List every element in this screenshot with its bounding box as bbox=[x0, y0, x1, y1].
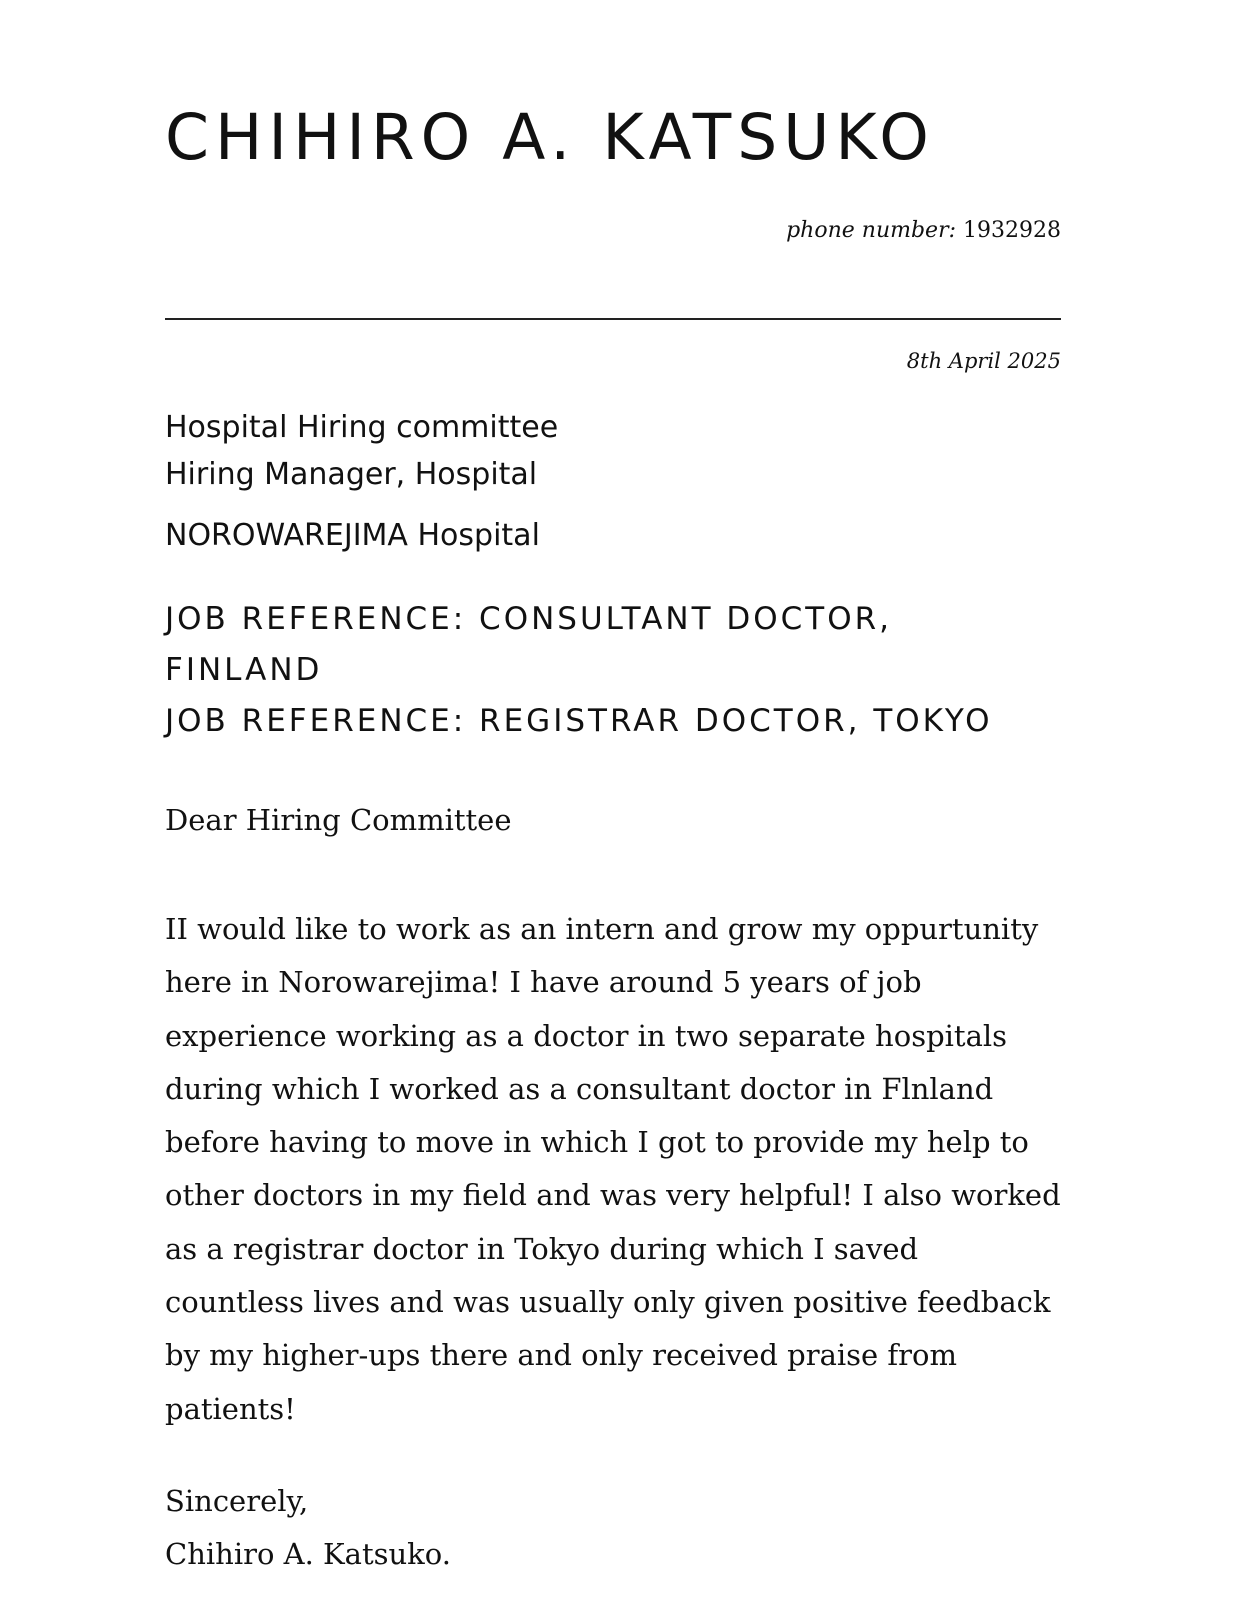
salutation: Dear Hiring Committee bbox=[165, 803, 512, 837]
job-reference-2: JOB REFERENCE: REGISTRAR DOCTOR, TOKYO bbox=[165, 703, 993, 739]
header-divider bbox=[165, 318, 1061, 320]
recipient-line-1: Hospital Hiring committee bbox=[165, 410, 559, 445]
phone-label: phone number: bbox=[786, 218, 957, 243]
job-references bbox=[165, 594, 1061, 747]
valediction: Sincerely, bbox=[165, 1484, 309, 1518]
letter-date: 8th April 2025 bbox=[906, 349, 1061, 373]
letter-body: II would like to work as an intern and grow my oppurtunity here in Norowarejima! I have around 5 years of job experience working as a doctor in two separate hospitals during which I worked as a consultant doctor in Flnland before having to move in which I got to provide my help to other doctors in my field and was very helpful! I also worked as a registrar doctor in Tokyo during which I saved countless lives and was usually only given positive feedback by my higher-ups there and only received praise from patients! bbox=[165, 912, 1061, 1426]
recipient-line-2: Hiring Manager, Hospital bbox=[165, 457, 538, 492]
recipient-organization: NOROWAREJIMA Hospital bbox=[165, 518, 540, 553]
applicant-name: CHIHIRO A. KATSUKO bbox=[165, 101, 935, 174]
cover-letter-page bbox=[165, 0, 1061, 1600]
job-reference-1: JOB REFERENCE: CONSULTANT DOCTOR, FINLAND bbox=[165, 601, 893, 688]
recipient-block bbox=[165, 404, 558, 498]
phone-number: 1932928 bbox=[963, 218, 1061, 243]
signature-name: Chihiro A. Katsuko. bbox=[165, 1537, 451, 1571]
closing-block bbox=[165, 1475, 451, 1581]
phone-line bbox=[786, 216, 1061, 246]
